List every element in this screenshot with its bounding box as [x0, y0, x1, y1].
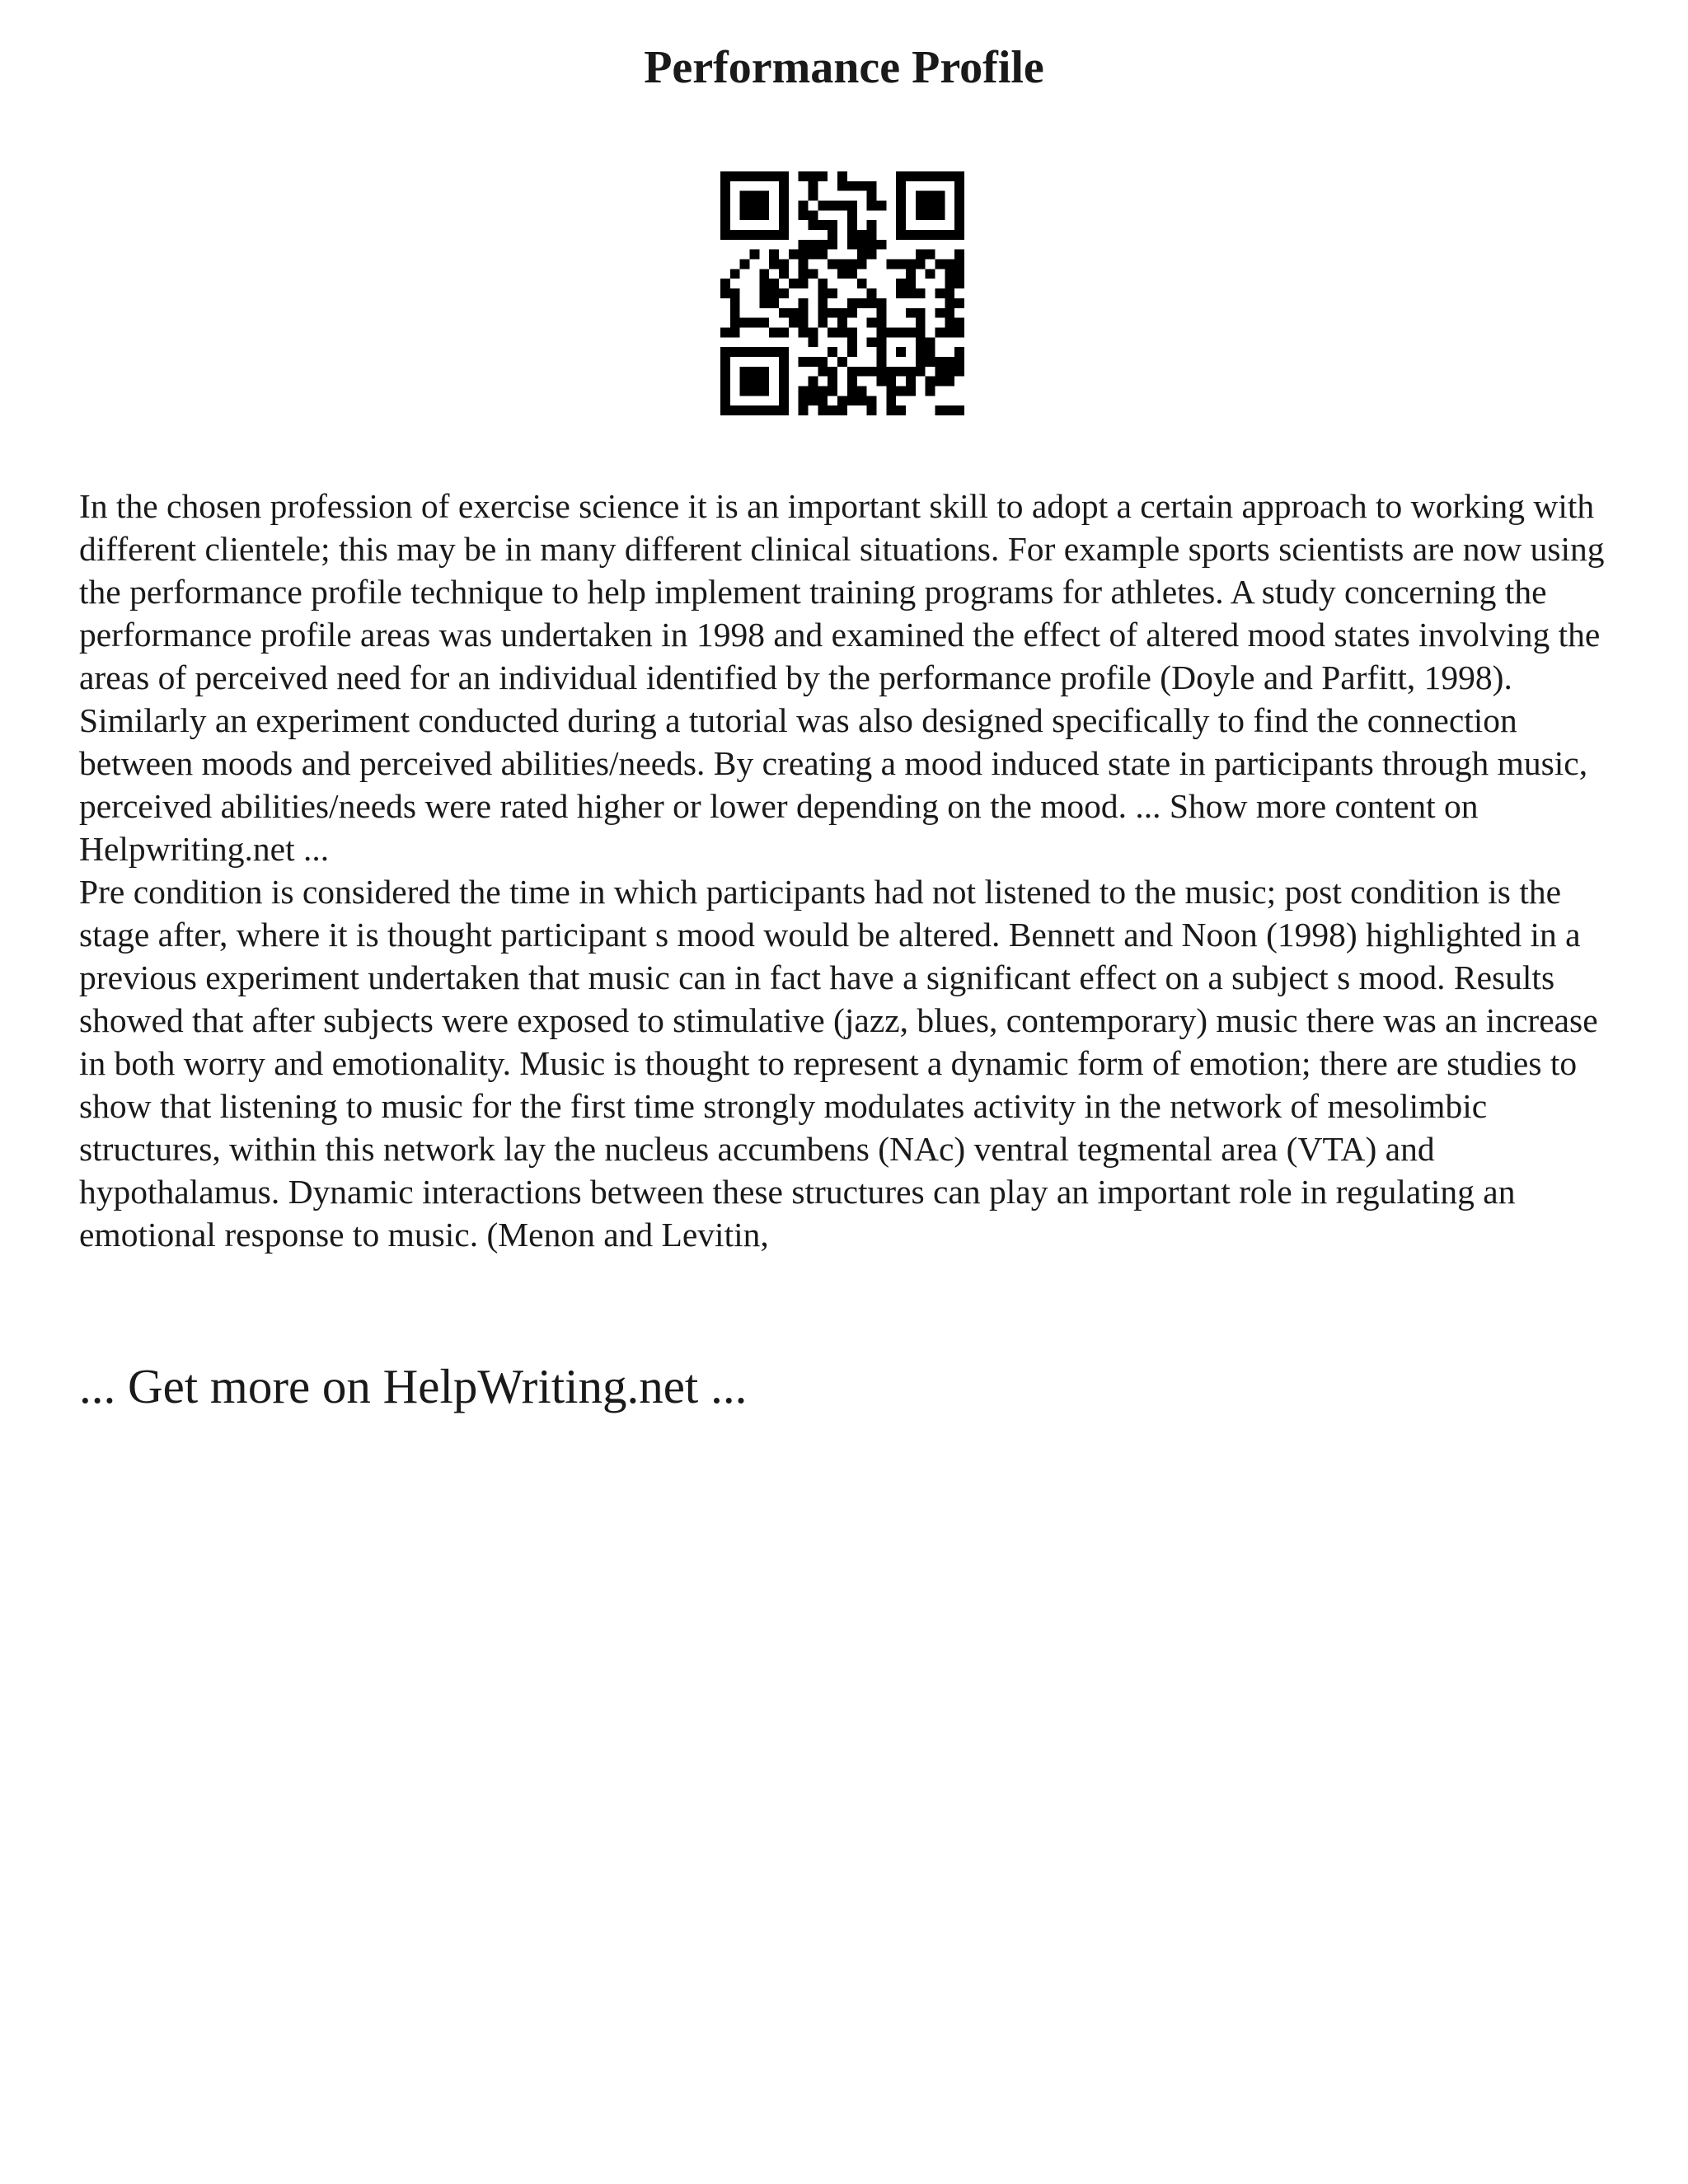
paragraph-intro: In the chosen profession of exercise science it is an important skill to adopt a certain approach to working with different clientele; this may be in many different clinical situations. For example sports scientists are now using the performance profile technique to help implement training programs for athletes. A study concerning the performance profile areas was undertaken in 1998 and examined the effect of altered mood states involving the areas of perceived need for an individual identified by the performance profile (Doyle and Parfitt, 1998). Similarly an experiment conducted during a tutorial was also designed specifically to find the connection between moods and perceived abilities/needs. By creating a mood induced state in participants through music, perceived abilities/needs were rated higher or lower depending on the mood. ... Show more content on Helpwriting.net ...: [79, 487, 1605, 868]
paragraph-continuation: Pre condition is considered the time in which participants had not listened to the music; post condition is the stage after, where it is thought participant s mood would be altered. Bennett and Noon (1998) highlighted in a previous experiment undertaken that music can in fact have a significant effect on a subject s mood. Results showed that after subjects were exposed to stimulative (jazz, blues, contemporary) music there was an increase in both worry and emotionality. Music is thought to represent a dynamic form of emotion; there are studies to show that listening to music for the first time strongly modulates activity in the network of mesolimbic structures, within this network lay the nucleus accumbens (NAc) ventral tegmental area (VTA) and hypothalamus. Dynamic interactions between these structures can play an important role in regulating an emotional response to music. (Menon and Levitin,: [79, 873, 1598, 1254]
get-more-link[interactable]: ... Get more on HelpWriting.net ...: [79, 1359, 748, 1413]
page-title: Performance Profile: [644, 42, 1044, 93]
article-body: [79, 485, 1629, 1256]
qr-code-icon: [720, 171, 964, 415]
